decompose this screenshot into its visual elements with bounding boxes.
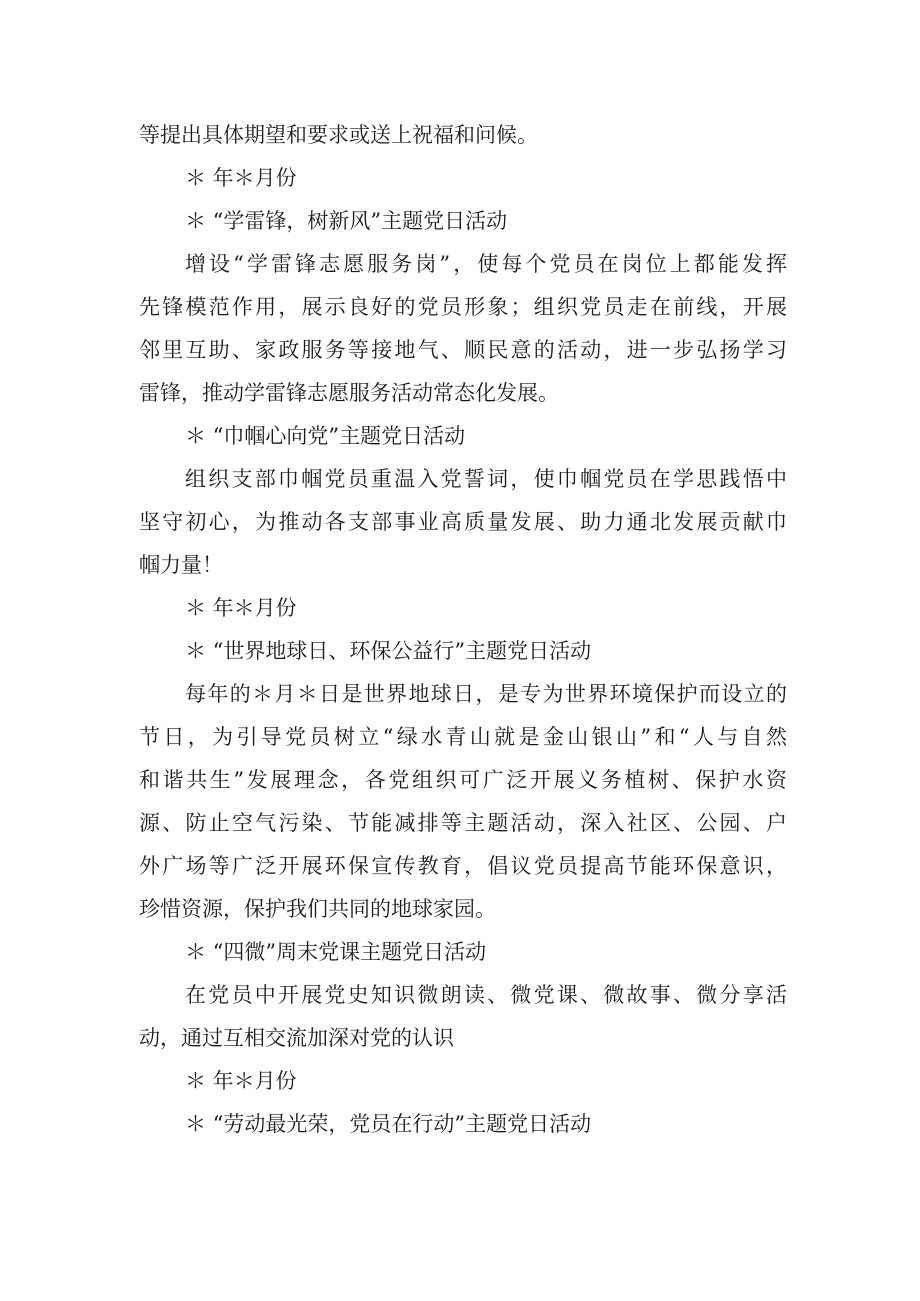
document-line: 增设“学雷锋志愿服务岗”，使每个党员在岗位上都能发挥 [185,252,787,276]
document-line: ＊ “巾帼心向党”主题党日活动 [185,424,466,448]
document-line: ＊ “劳动最光荣，党员在行动”主题党日活动 [185,1112,592,1136]
document-line: 每年的＊月＊日是世界地球日，是专为世界环境保护而设立的 [185,682,787,706]
document-line: ＊ 年＊月份 [185,166,297,190]
document-line: ＊ “世界地球日、环保公益行”主题党日活动 [185,639,592,663]
document-line: 等提出具体期望和要求或送上祝福和问候。 [139,123,538,147]
document-line: 帼力量！ [139,553,223,577]
document-line: 和谐共生”发展理念，各党组织可广泛开展义务植树、保护水资 [139,768,787,792]
document-body [139,114,787,1146]
document-line: ＊ 年＊月份 [185,596,297,620]
document-line: 邻里互助、家政服务等接地气、顺民意的活动，进一步弘扬学习 [139,338,787,362]
document-line: 组织支部巾帼党员重温入党誓词，使巾帼党员在学思践悟中 [185,467,787,491]
document-line: 动，通过互相交流加深对党的认识 [139,1026,454,1050]
document-line: ＊ “四微”周末党课主题党日活动 [185,940,487,964]
document-line: 源、防止空气污染、节能减排等主题活动，深入社区、公园、户 [139,811,787,835]
document-line: 珍惜资源，保护我们共同的地球家园。 [139,897,496,921]
document-line: ＊ 年＊月份 [185,1069,297,1093]
document-line: 节日，为引导党员树立“绿水青山就是金山银山”和“人与自然 [139,725,787,749]
document-line: 坚守初心，为推动各支部事业高质量发展、助力通北发展贡献巾 [139,510,787,534]
document-line: 雷锋，推动学雷锋志愿服务活动常态化发展。 [139,381,559,405]
document-line: 先锋模范作用，展示良好的党员形象；组织党员走在前线，开展 [139,295,787,319]
document-line: 在党员中开展党史知识微朗读、微党课、微故事、微分享活 [185,983,787,1007]
document-line: 外广场等广泛开展环保宣传教育，倡议党员提高节能环保意识， [139,854,787,878]
document-line: ＊ “学雷锋，树新风”主题党日活动 [185,209,508,233]
